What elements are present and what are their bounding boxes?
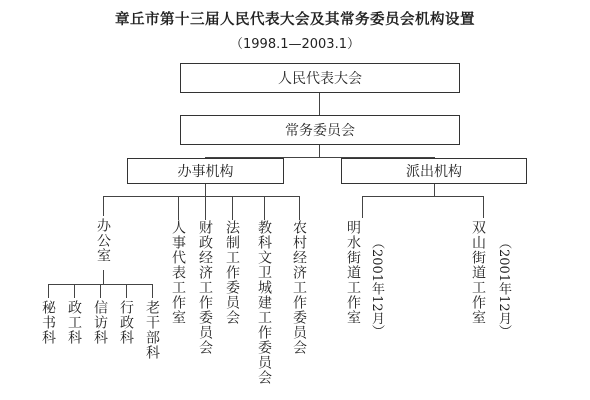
connector-line	[178, 196, 179, 220]
node-petition-section: 信访科	[92, 300, 108, 345]
node-dispatched-bodies	[341, 158, 527, 184]
node-standing-committee	[180, 115, 460, 145]
node-congress-label: 人民代表大会	[278, 71, 362, 87]
node-personnel-office: 人事代表工作室	[170, 220, 186, 325]
connector-line	[319, 145, 320, 157]
chart-title: 章丘市第十三届人民代表大会及其常务委员会机构设置	[115, 12, 475, 28]
node-shuangshan-date: （2001年12月）	[496, 236, 511, 338]
connector-line	[100, 284, 101, 298]
node-office-bodies-label: 办事机构	[177, 164, 234, 180]
node-admin-section: 行政科	[118, 300, 134, 345]
node-office-bodies	[127, 158, 284, 184]
node-dispatched-label: 派出机构	[406, 164, 462, 180]
node-shuangshan-office: 双山街道工作室	[470, 220, 486, 325]
connector-line	[299, 196, 300, 220]
node-finance-committee: 财政经济工作委员会	[197, 220, 213, 355]
node-political-section: 政工科	[66, 300, 82, 345]
connector-line	[48, 284, 49, 298]
node-veteran-section: 老干部科	[144, 300, 160, 360]
node-congress	[180, 63, 460, 93]
chart-subtitle: （1998.1—2003.1）	[230, 37, 360, 52]
node-standing-label: 常务委员会	[285, 123, 355, 139]
node-legal-committee: 法制工作委员会	[224, 220, 240, 325]
connector-line	[205, 196, 206, 220]
connector-line	[232, 196, 233, 220]
connector-line	[205, 184, 206, 196]
connector-line	[362, 196, 484, 197]
node-education-committee: 教科文卫城建工作委员会	[256, 220, 272, 385]
connector-line	[483, 196, 484, 218]
connector-line	[103, 270, 104, 284]
connector-line	[264, 196, 265, 220]
connector-line	[103, 196, 104, 216]
connector-line	[319, 93, 320, 115]
connector-line	[103, 196, 300, 197]
connector-line	[434, 184, 435, 196]
node-mingshui-office: 明水街道工作室	[345, 220, 361, 325]
connector-line	[152, 284, 153, 298]
connector-line	[74, 284, 75, 298]
connector-line	[362, 196, 363, 218]
node-mingshui-date: （2001年12月）	[369, 236, 384, 338]
connector-line	[126, 284, 127, 298]
node-general-office: 办公室	[95, 218, 111, 263]
node-rural-committee: 农村经济工作委员会	[291, 220, 307, 355]
node-secretary-section: 秘书科	[40, 300, 56, 345]
